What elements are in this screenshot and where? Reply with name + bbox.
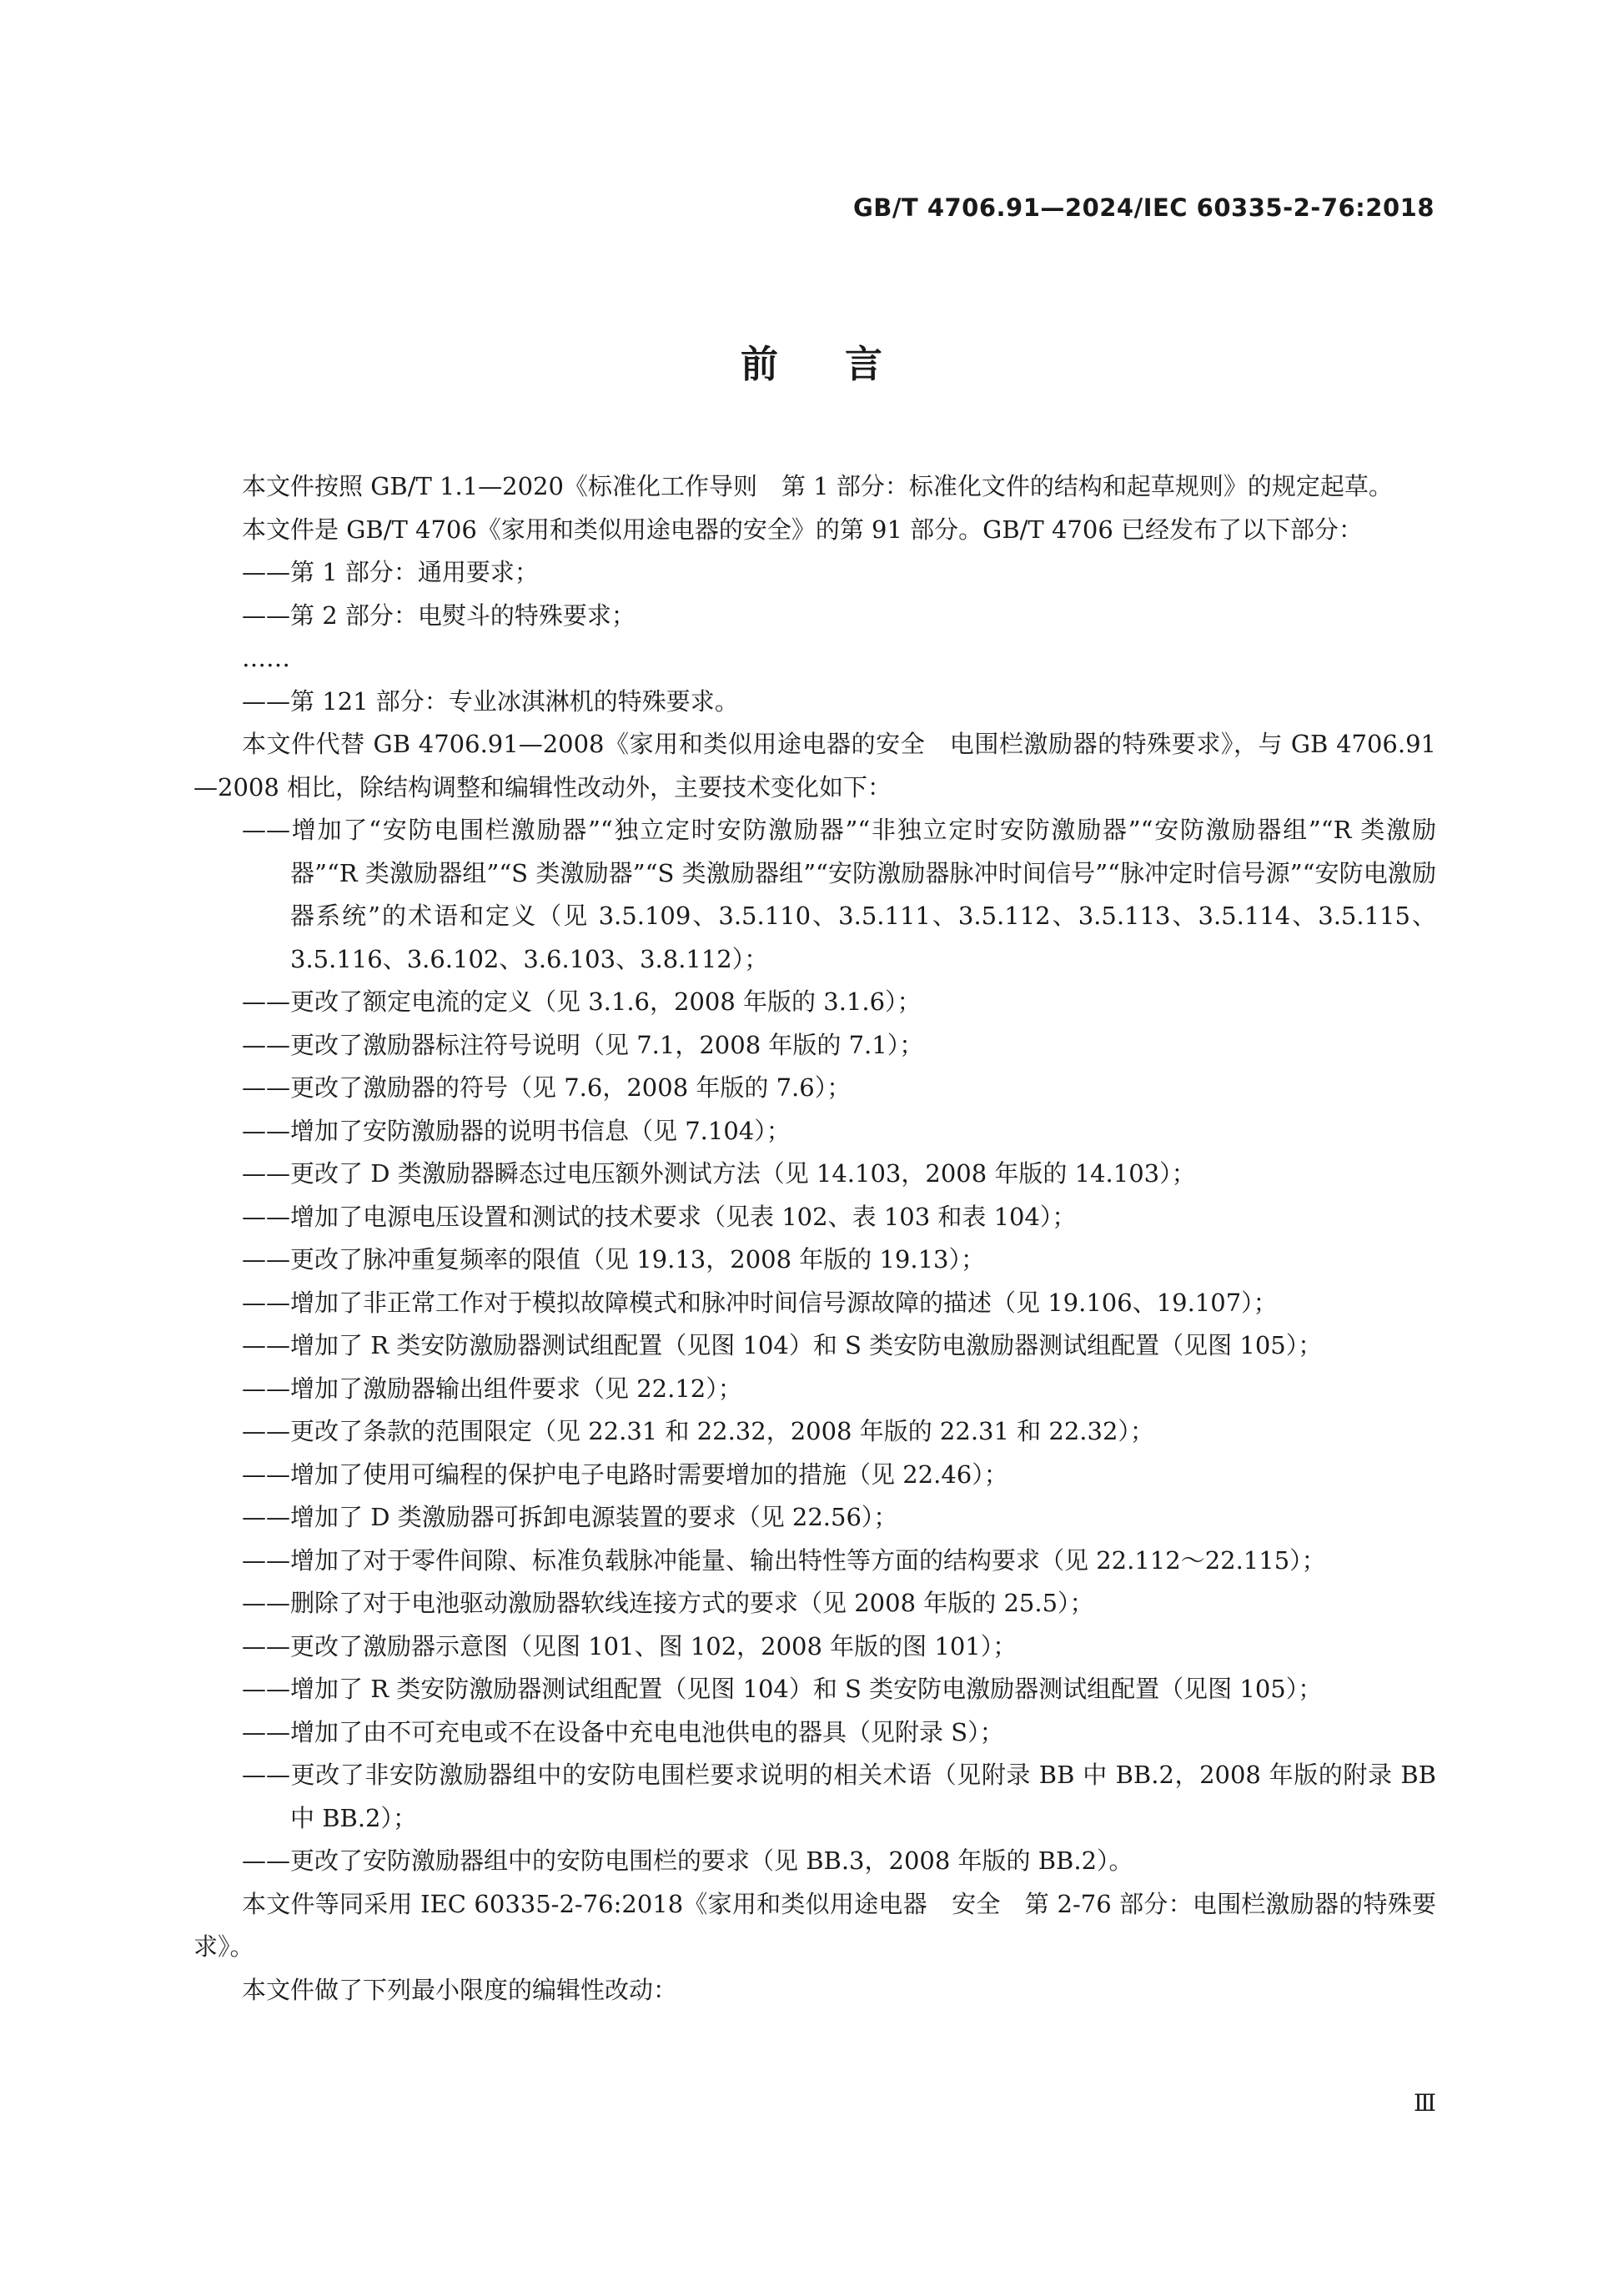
change-item: ——更改了安防激励器组中的安防电围栏的要求（见 BB.3，2008 年版的 BB.2）。 [242, 1846, 1133, 1875]
parts-list-item: ——第 1 部分：通用要求； [242, 558, 539, 586]
change-item: ——更改了激励器示意图（见图 101、图 102，2008 年版的图 101）； [242, 1631, 1018, 1660]
change-item: ——更改了 D 类激励器瞬态过电压额外测试方法（见 14.103，2008 年版的 14.103）； [242, 1159, 1196, 1188]
parts-list-item: ——第 121 部分：专业冰淇淋机的特殊要求。 [242, 686, 739, 716]
change-item: ——增加了电源电压设置和测试的技术要求（见表 102、表 103 和表 104）； [242, 1202, 1077, 1231]
edit-paragraph: 本文件做了下列最小限度的编辑性改动： [242, 1975, 678, 2004]
change-item: ——更改了非安防激励器组中的安防电围栏要求说明的相关术语（见附录 BB 中 BB.2，2008 年版的附录 BB 中 BB.2）； [242, 1761, 1436, 1832]
change-item: ——增加了由不可充电或不在设备中充电电池供电的器具（见附录 S）； [242, 1717, 1004, 1746]
change-item: ——更改了额定电流的定义（见 3.1.6，2008 年版的 3.1.6）； [242, 987, 922, 1016]
change-item: ——更改了激励器标注符号说明（见 7.1，2008 年版的 7.1）； [242, 1030, 924, 1059]
change-item: ——增加了使用可编程的保护电子电路时需要增加的措施（见 22.46）； [242, 1459, 1008, 1489]
change-item: ——增加了非正常工作对于模拟故障模式和脉冲时间信号源故障的描述（见 19.106、19.107）； [242, 1288, 1278, 1317]
replace-paragraph: 本文件代替 GB 4706.91—2008《家用和类似用途电器的安全 电围栏激励器的特殊要求》，与 GB 4706.91—2008 相比，除结构调整和编辑性改动外，主要技术变化如下： [193, 730, 1436, 801]
change-item: ——增加了 R 类安防激励器测试组配置（见图 104）和 S 类安防电激励器测试组配置（见图 105）； [242, 1331, 1323, 1359]
change-item: ——更改了脉冲重复频率的限值（见 19.13，2008 年版的 19.13）； [242, 1245, 986, 1274]
intro-paragraph-2: 本文件是 GB/T 4706《家用和类似用途电器的安全》的第 91 部分。GB/T 4706 已经发布了以下部分： [242, 515, 1363, 544]
change-item: ——更改了条款的范围限定（见 22.31 和 22.32，2008 年版的 22.31 和 22.32）； [242, 1417, 1154, 1445]
page-title: 前言 [740, 342, 949, 386]
document-body [193, 465, 1436, 2012]
change-item: ——删除了对于电池驱动激励器软线连接方式的要求（见 2008 年版的 25.5）； [242, 1589, 1094, 1617]
page-number: Ⅲ [1413, 2089, 1436, 2117]
change-item: ——增加了对于零件间隙、标准负载脉冲能量、输出特性等方面的结构要求（见 22.112～22.115）； [242, 1545, 1326, 1575]
adopt-paragraph: 本文件等同采用 IEC 60335-2-76:2018《家用和类似用途电器 安全 第 2-76 部分：电围栏激励器的特殊要求》。 [193, 1889, 1436, 1961]
change-item: ——更改了激励器的符号（见 7.6，2008 年版的 7.6）； [242, 1073, 852, 1102]
change-item: ——增加了 R 类安防激励器测试组配置（见图 104）和 S 类安防电激励器测试组配置（见图 105）； [242, 1675, 1323, 1703]
change-item: ——增加了 D 类激励器可拆卸电源装置的要求（见 22.56）； [242, 1503, 898, 1531]
intro-paragraph-1: 本文件按照 GB/T 1.1—2020《标准化工作导则 第 1 部分：标准化文件的结构和起草规则》的规定起草。 [242, 472, 1393, 500]
parts-ellipsis: …… [242, 644, 290, 672]
parts-list-item: ——第 2 部分：电熨斗的特殊要求； [242, 600, 636, 630]
change-item: ——增加了安防激励器的说明书信息（见 7.104）； [242, 1116, 791, 1145]
change-item: ——增加了“安防电围栏激励器”“独立定时安防激励器”“非独立定时安防激励器”“安防激励器组”“R 类激励器”“R 类激励器组”“S 类激励器”“S 类激励器组”“安防激励器脉冲时间信号”“脉冲定时信号源”“安防电激励器系统”的术语和定义（见 3.5.109、3.5.110、3.5.111、3.5.112、3.5.113、3.5.114、3.5.115、3.5.116、3.6.102、3.6.103、3.8.112）； [242, 816, 1436, 973]
document-number-header: GB/T 4706.91—2024/IEC 60335-2-76:2018 [852, 193, 1435, 222]
change-item: ——增加了激励器输出组件要求（见 22.12）； [242, 1374, 742, 1403]
